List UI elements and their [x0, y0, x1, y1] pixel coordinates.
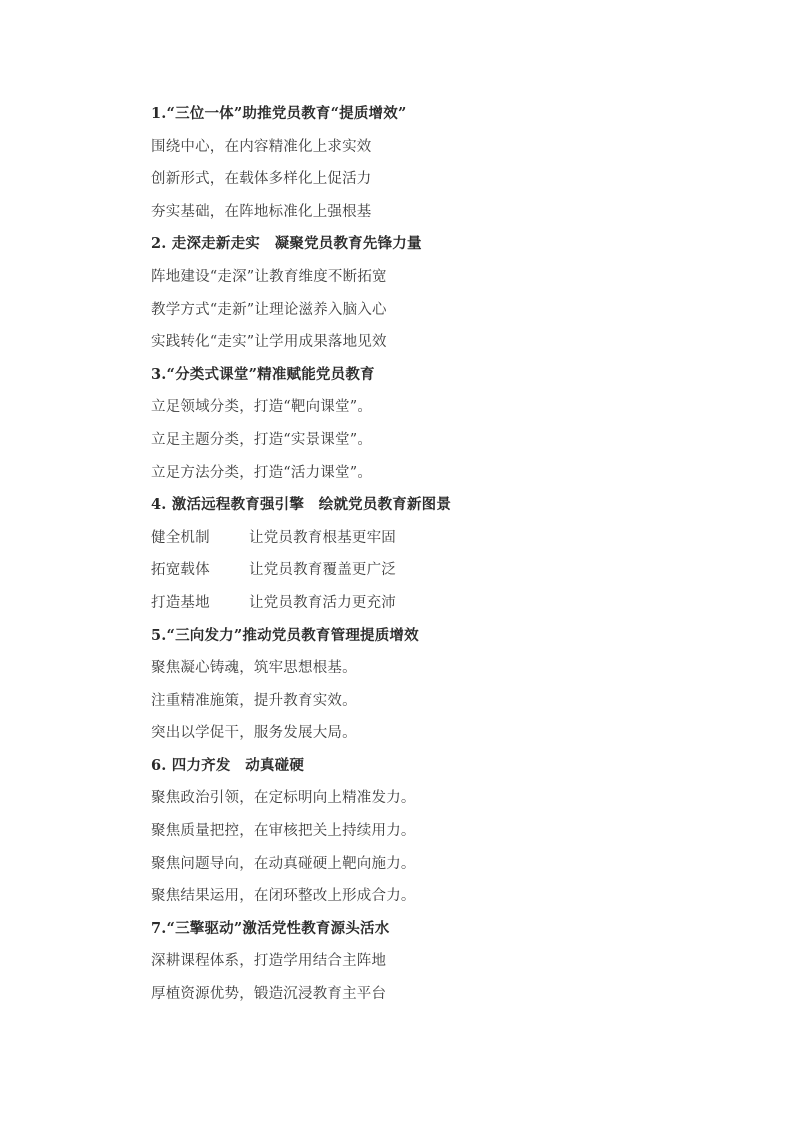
section-6-item-2: 聚焦质量把控，在审核把关上持续用力。 [151, 823, 416, 840]
section-4-row-1-label: 健全机制 [151, 529, 210, 546]
section-5-item-3: 突出以学促干，服务发展大局。 [151, 725, 357, 742]
section-5-item-2: 注重精准施策，提升教育实效。 [151, 692, 357, 709]
section-2-heading: 2. 走深走新走实 凝聚党员教育先锋力量 [151, 235, 422, 253]
section-3-item-1: 立足领域分类，打造“靶向课堂”。 [151, 399, 373, 416]
section-2-item-1: 阵地建设“走深”让教育维度不断拓宽 [151, 268, 387, 285]
section-4-row-1 [151, 522, 711, 555]
section-4-row-2-text: 让党员教育覆盖更广泛 [249, 562, 396, 579]
section-4-row-3-text: 让党员教育活力更充沛 [249, 594, 396, 611]
section-3-heading: 3.“分类式课堂”精准赋能党员教育 [151, 365, 375, 383]
section-7-item-2: 厚植资源优势，锻造沉浸教育主平台 [151, 986, 387, 1003]
section-4-row-1-text: 让党员教育根基更牢固 [249, 529, 396, 546]
section-2-item-2: 教学方式“走新”让理论滋养入脑入心 [151, 301, 387, 318]
section-4-row-3 [151, 587, 711, 620]
section-5-heading: 5.“三向发力”推动党员教育管理提质增效 [151, 626, 419, 644]
section-7-item-1: 深耕课程体系，打造学用结合主阵地 [151, 953, 387, 970]
section-6-heading: 6. 四力齐发 动真碰硬 [151, 756, 305, 774]
section-7-heading: 7.“三擎驱动”激活党性教育源头活水 [151, 919, 390, 937]
section-1-heading: 1.“三位一体”助推党员教育“提质增效” [151, 105, 407, 122]
section-6-item-1: 聚焦政治引领，在定标明向上精准发力。 [151, 790, 416, 807]
section-1-item-3: 夯实基础，在阵地标准化上强根基 [151, 203, 372, 220]
section-4-row-2-label: 拓宽载体 [151, 562, 210, 579]
section-5-item-1: 聚焦凝心铸魂，筑牢思想根基。 [151, 660, 357, 677]
section-3-item-2: 立足主题分类，打造“实景课堂”。 [151, 431, 373, 448]
document-body [151, 98, 711, 1011]
section-2-item-3: 实践转化“走实”让学用成果落地见效 [151, 334, 387, 351]
section-6-item-3: 聚焦问题导向，在动真碰硬上靶向施力。 [151, 855, 416, 872]
section-1-item-1: 围绕中心，在内容精准化上求实效 [151, 138, 372, 155]
section-1-item-2: 创新形式，在载体多样化上促活力 [151, 171, 372, 188]
section-4-row-3-label: 打造基地 [151, 594, 210, 611]
section-4-heading: 4. 激活远程教育强引擎 绘就党员教育新图景 [151, 496, 452, 514]
section-6-item-4: 聚焦结果运用，在闭环整改上形成合力。 [151, 888, 416, 905]
section-4-row-2 [151, 554, 711, 587]
section-3-item-3: 立足方法分类，打造“活力课堂”。 [151, 464, 373, 481]
